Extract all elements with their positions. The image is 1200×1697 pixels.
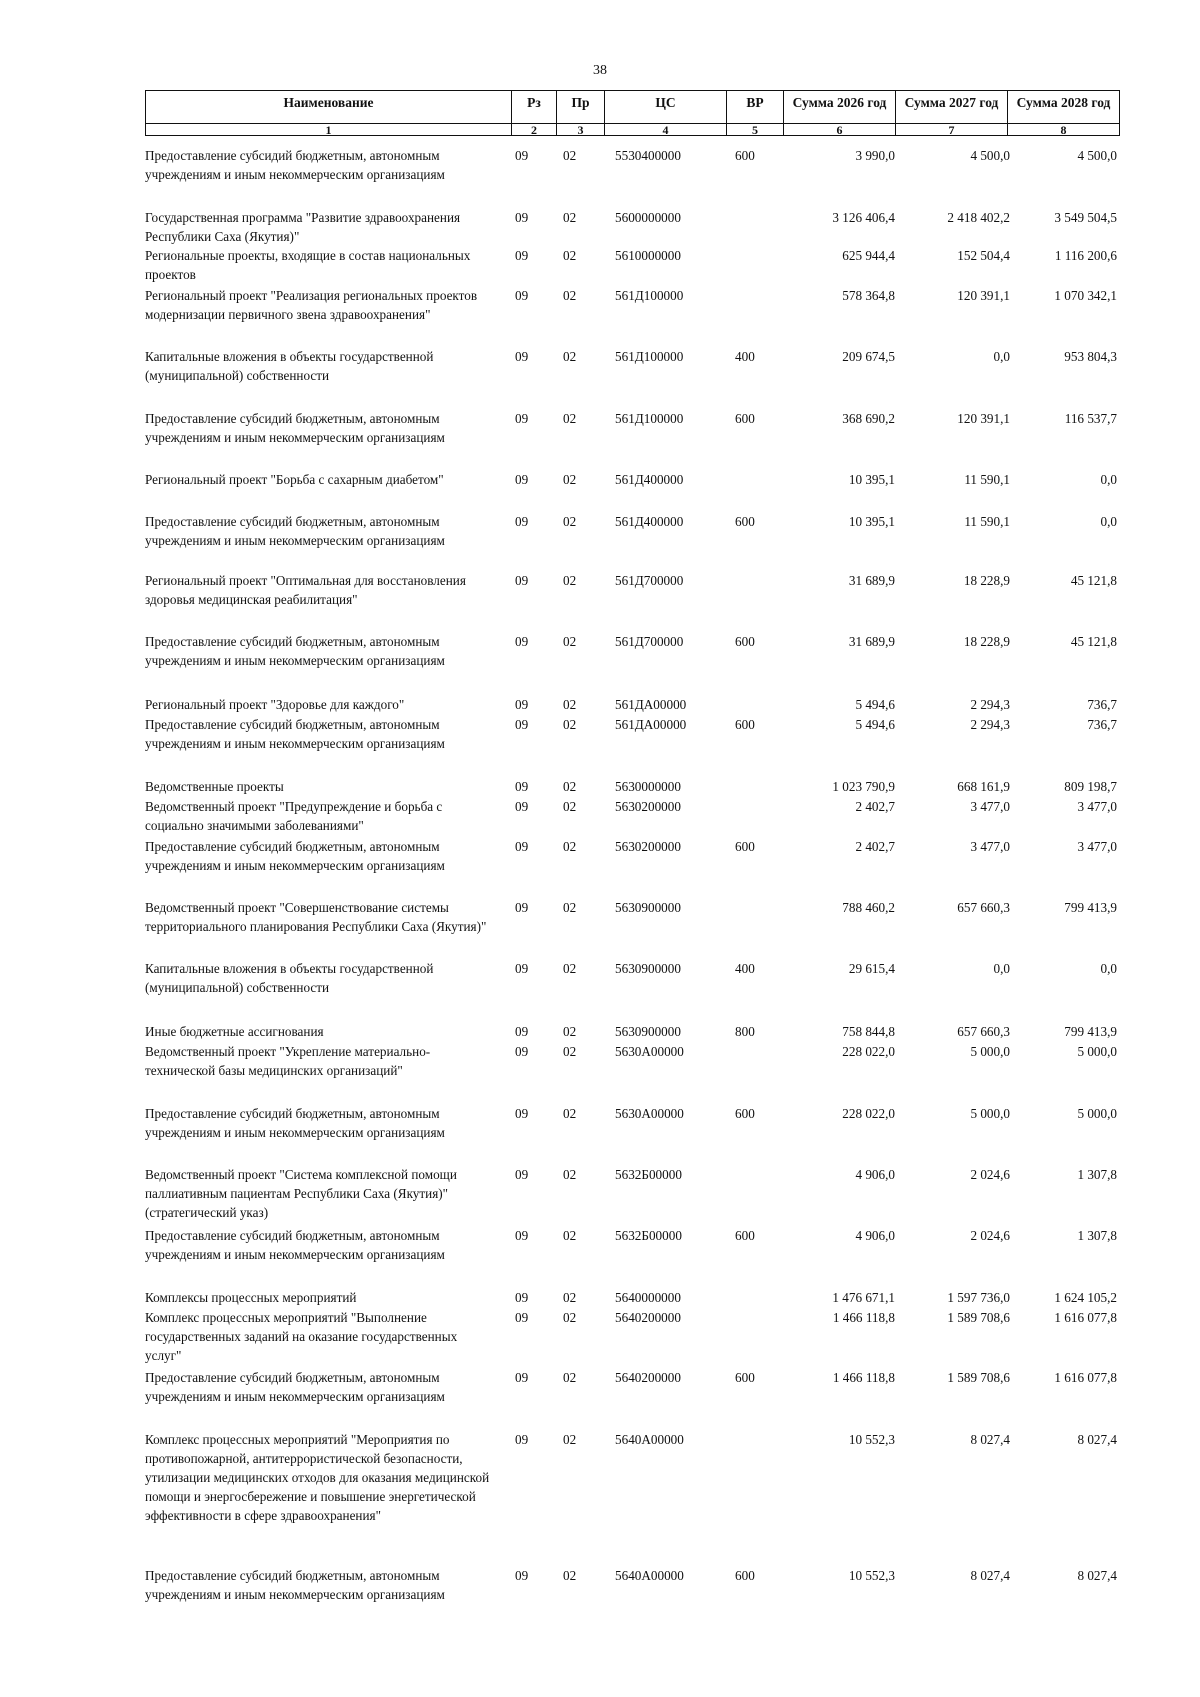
row-cs: 5630А00000	[615, 1106, 684, 1121]
row-rz: 09	[515, 799, 529, 814]
row-sum-2028: 0,0	[1100, 961, 1117, 976]
row-sum-2027: 2 294,3	[970, 717, 1010, 732]
row-sum-2026: 10 395,1	[848, 514, 895, 529]
row-name: Ведомственный проект "Система комплексной помощи паллиативным пациентам Республики Саха (Якутия)" (стратегический указ)	[145, 1167, 457, 1220]
row-pr: 02	[563, 288, 577, 303]
row-cs: 5630200000	[615, 839, 681, 854]
row-sum-2028: 4 500,0	[1077, 148, 1117, 163]
row-sum-2026: 209 674,5	[842, 349, 895, 364]
row-sum-2028: 809 198,7	[1064, 779, 1117, 794]
row-name: Комплекс процессных мероприятий "Выполнение государственных заданий на оказание государственных услуг"	[145, 1310, 458, 1363]
row-rz: 09	[515, 900, 529, 915]
row-rz: 09	[515, 1106, 529, 1121]
row-pr: 02	[563, 1290, 577, 1305]
row-pr: 02	[563, 472, 577, 487]
row-sum-2026: 368 690,2	[842, 411, 895, 426]
row-cs: 5640200000	[615, 1310, 681, 1325]
row-name: Ведомственные проекты	[145, 779, 284, 794]
row-sum-2027: 2 024,6	[970, 1167, 1010, 1182]
row-name: Предоставление субсидий бюджетным, автономным учреждениям и иным некоммерческим организациям	[145, 411, 445, 445]
row-sum-2027: 8 027,4	[970, 1568, 1010, 1583]
row-sum-2026: 2 402,7	[855, 799, 895, 814]
row-pr: 02	[563, 634, 577, 649]
row-vr: 600	[735, 148, 755, 163]
row-cs: 5630000000	[615, 779, 681, 794]
row-name: Комплексы процессных мероприятий	[145, 1290, 357, 1305]
row-cs: 5632Б00000	[615, 1228, 682, 1243]
row-sum-2028: 8 027,4	[1077, 1568, 1117, 1583]
row-sum-2026: 4 906,0	[855, 1167, 895, 1182]
row-sum-2027: 11 590,1	[964, 514, 1010, 529]
row-rz: 09	[515, 472, 529, 487]
row-sum-2027: 1 589 708,6	[947, 1310, 1010, 1325]
row-sum-2028: 1 307,8	[1077, 1228, 1117, 1243]
row-sum-2028: 736,7	[1087, 697, 1117, 712]
row-pr: 02	[563, 717, 577, 732]
row-sum-2026: 578 364,8	[842, 288, 895, 303]
row-pr: 02	[563, 1106, 577, 1121]
header-col-s2028: Сумма 2028 год 8	[1007, 91, 1119, 135]
row-sum-2027: 5 000,0	[970, 1106, 1010, 1121]
row-sum-2028: 1 616 077,8	[1054, 1310, 1117, 1325]
row-sum-2027: 120 391,1	[957, 411, 1010, 426]
row-sum-2027: 0,0	[993, 961, 1010, 976]
row-name: Предоставление субсидий бюджетным, автономным учреждениям и иным некоммерческим организациям	[145, 1228, 445, 1262]
row-pr: 02	[563, 248, 577, 263]
row-pr: 02	[563, 839, 577, 854]
row-cs: 561Д100000	[615, 349, 684, 364]
row-sum-2027: 657 660,3	[957, 1024, 1010, 1039]
row-name: Предоставление субсидий бюджетным, автономным учреждениям и иным некоммерческим организациям	[145, 514, 445, 548]
row-rz: 09	[515, 573, 529, 588]
row-cs: 5640А00000	[615, 1568, 684, 1583]
row-sum-2028: 736,7	[1087, 717, 1117, 732]
row-rz: 09	[515, 288, 529, 303]
row-sum-2028: 8 027,4	[1077, 1432, 1117, 1447]
row-name: Предоставление субсидий бюджетным, автономным учреждениям и иным некоммерческим организациям	[145, 148, 445, 182]
row-rz: 09	[515, 779, 529, 794]
row-sum-2026: 758 844,8	[842, 1024, 895, 1039]
table-header	[145, 90, 1120, 136]
row-sum-2028: 116 537,7	[1064, 411, 1117, 426]
row-sum-2026: 5 494,6	[855, 717, 895, 732]
row-sum-2028: 1 616 077,8	[1054, 1370, 1117, 1385]
row-cs: 5530400000	[615, 148, 681, 163]
row-sum-2027: 2 294,3	[970, 697, 1010, 712]
page-number: 38	[593, 63, 607, 78]
row-vr: 600	[735, 1228, 755, 1243]
row-vr: 600	[735, 1106, 755, 1121]
row-pr: 02	[563, 1044, 577, 1059]
row-sum-2027: 3 477,0	[970, 799, 1010, 814]
row-vr: 400	[735, 349, 755, 364]
row-cs: 561Д400000	[615, 472, 684, 487]
row-pr: 02	[563, 697, 577, 712]
header-col-name: Наименование 1	[283, 95, 374, 137]
row-rz: 09	[515, 1290, 529, 1305]
row-sum-2026: 10 395,1	[848, 472, 895, 487]
row-sum-2027: 1 589 708,6	[947, 1370, 1010, 1385]
row-rz: 09	[515, 349, 529, 364]
header-col-rz: Рз 2	[511, 91, 556, 135]
row-rz: 09	[515, 717, 529, 732]
row-rz: 09	[515, 148, 529, 163]
row-vr: 600	[735, 717, 755, 732]
row-sum-2027: 18 228,9	[963, 634, 1010, 649]
row-name: Предоставление субсидий бюджетным, автономным учреждениям и иным некоммерческим организациям	[145, 1370, 445, 1404]
row-pr: 02	[563, 961, 577, 976]
row-name: Предоставление субсидий бюджетным, автономным учреждениям и иным некоммерческим организациям	[145, 1568, 445, 1602]
row-rz: 09	[515, 697, 529, 712]
row-pr: 02	[563, 1568, 577, 1583]
row-rz: 09	[515, 839, 529, 854]
row-rz: 09	[515, 1568, 529, 1583]
row-sum-2026: 31 689,9	[848, 634, 895, 649]
row-name: Капитальные вложения в объекты государственной (муниципальной) собственности	[145, 349, 434, 383]
row-cs: 561Д400000	[615, 514, 684, 529]
row-cs: 5630900000	[615, 1024, 681, 1039]
row-sum-2026: 228 022,0	[842, 1106, 895, 1121]
row-sum-2027: 0,0	[993, 349, 1010, 364]
row-rz: 09	[515, 411, 529, 426]
row-sum-2028: 1 624 105,2	[1054, 1290, 1117, 1305]
row-cs: 561ДА00000	[615, 717, 687, 732]
row-sum-2027: 668 161,9	[957, 779, 1010, 794]
row-pr: 02	[563, 210, 577, 225]
row-sum-2028: 3 477,0	[1077, 799, 1117, 814]
row-vr: 600	[735, 514, 755, 529]
row-pr: 02	[563, 349, 577, 364]
row-sum-2028: 5 000,0	[1077, 1044, 1117, 1059]
row-cs: 561Д700000	[615, 634, 684, 649]
row-pr: 02	[563, 900, 577, 915]
row-sum-2026: 788 460,2	[842, 900, 895, 915]
row-sum-2027: 8 027,4	[970, 1432, 1010, 1447]
row-sum-2028: 1 307,8	[1077, 1167, 1117, 1182]
row-pr: 02	[563, 148, 577, 163]
row-cs: 561Д100000	[615, 411, 684, 426]
row-sum-2028: 3 477,0	[1077, 839, 1117, 854]
row-rz: 09	[515, 514, 529, 529]
row-cs: 5610000000	[615, 248, 681, 263]
row-rz: 09	[515, 961, 529, 976]
row-sum-2027: 18 228,9	[963, 573, 1010, 588]
row-cs: 5640200000	[615, 1370, 681, 1385]
row-name: Региональный проект "Оптимальная для восстановления здоровья медицинская реабилитация"	[145, 573, 466, 607]
row-sum-2028: 1 070 342,1	[1054, 288, 1117, 303]
row-pr: 02	[563, 1432, 577, 1447]
row-sum-2027: 11 590,1	[964, 472, 1010, 487]
row-sum-2026: 1 466 118,8	[832, 1310, 895, 1325]
row-sum-2027: 1 597 736,0	[947, 1290, 1010, 1305]
row-name: Иные бюджетные ассигнования	[145, 1024, 324, 1039]
row-pr: 02	[563, 1370, 577, 1385]
row-name: Капитальные вложения в объекты государственной (муниципальной) собственности	[145, 961, 434, 995]
row-name: Региональный проект "Борьба с сахарным диабетом"	[145, 472, 444, 487]
row-name: Региональные проекты, входящие в состав национальных проектов	[145, 248, 471, 282]
row-rz: 09	[515, 1044, 529, 1059]
row-cs: 5632Б00000	[615, 1167, 682, 1182]
header-col-s2026: Сумма 2026 год 6	[783, 91, 895, 135]
row-pr: 02	[563, 573, 577, 588]
row-cs: 5640000000	[615, 1290, 681, 1305]
row-pr: 02	[563, 799, 577, 814]
row-sum-2028: 5 000,0	[1077, 1106, 1117, 1121]
row-sum-2026: 1 476 671,1	[832, 1290, 895, 1305]
row-cs: 5640А00000	[615, 1432, 684, 1447]
row-sum-2027: 3 477,0	[970, 839, 1010, 854]
row-name: Предоставление субсидий бюджетным, автономным учреждениям и иным некоммерческим организациям	[145, 634, 445, 668]
row-cs: 561Д100000	[615, 288, 684, 303]
row-rz: 09	[515, 1310, 529, 1325]
row-vr: 800	[735, 1024, 755, 1039]
row-sum-2027: 4 500,0	[970, 148, 1010, 163]
row-cs: 561ДА00000	[615, 697, 687, 712]
row-sum-2027: 152 504,4	[957, 248, 1010, 263]
row-sum-2027: 2 418 402,2	[947, 210, 1010, 225]
row-cs: 5600000000	[615, 210, 681, 225]
row-sum-2027: 2 024,6	[970, 1228, 1010, 1243]
row-name: Ведомственный проект "Предупреждение и борьба с социально значимыми заболеваниями"	[145, 799, 443, 833]
row-name: Региональный проект "Реализация региональных проектов модернизации первичного звена здравоохранения"	[145, 288, 478, 322]
row-pr: 02	[563, 1228, 577, 1243]
header-col-cs: ЦС 4	[604, 91, 726, 135]
row-rz: 09	[515, 1228, 529, 1243]
row-vr: 600	[735, 1568, 755, 1583]
row-sum-2027: 5 000,0	[970, 1044, 1010, 1059]
row-sum-2028: 0,0	[1100, 472, 1117, 487]
row-name: Предоставление субсидий бюджетным, автономным учреждениям и иным некоммерческим организациям	[145, 1106, 445, 1140]
header-divider	[146, 123, 1119, 124]
row-rz: 09	[515, 210, 529, 225]
row-sum-2028: 953 804,3	[1064, 349, 1117, 364]
row-cs: 561Д700000	[615, 573, 684, 588]
row-pr: 02	[563, 1167, 577, 1182]
row-name: Ведомственный проект "Укрепление материально-технической базы медицинских организаций"	[145, 1044, 431, 1078]
row-rz: 09	[515, 1370, 529, 1385]
row-pr: 02	[563, 514, 577, 529]
row-sum-2026: 10 552,3	[848, 1432, 895, 1447]
row-sum-2026: 5 494,6	[855, 697, 895, 712]
row-name: Предоставление субсидий бюджетным, автономным учреждениям и иным некоммерческим организациям	[145, 839, 445, 873]
row-sum-2028: 45 121,8	[1070, 573, 1117, 588]
row-sum-2026: 228 022,0	[842, 1044, 895, 1059]
row-rz: 09	[515, 1432, 529, 1447]
row-cs: 5630900000	[615, 961, 681, 976]
row-rz: 09	[515, 1167, 529, 1182]
row-sum-2026: 4 906,0	[855, 1228, 895, 1243]
row-cs: 5630А00000	[615, 1044, 684, 1059]
row-sum-2027: 657 660,3	[957, 900, 1010, 915]
row-name: Ведомственный проект "Совершенствование системы территориального планирования Республики Саха (Якутия)"	[145, 900, 487, 934]
row-sum-2028: 1 116 200,6	[1054, 248, 1117, 263]
row-sum-2028: 799 413,9	[1064, 900, 1117, 915]
row-pr: 02	[563, 1310, 577, 1325]
row-cs: 5630200000	[615, 799, 681, 814]
row-sum-2026: 10 552,3	[848, 1568, 895, 1583]
row-sum-2027: 120 391,1	[957, 288, 1010, 303]
row-sum-2026: 3 990,0	[855, 148, 895, 163]
header-col-s2027: Сумма 2027 год 7	[895, 91, 1007, 135]
row-sum-2026: 29 615,4	[848, 961, 895, 976]
row-name: Государственная программа "Развитие здравоохранения Республики Саха (Якутия)"	[145, 210, 461, 244]
row-name: Предоставление субсидий бюджетным, автономным учреждениям и иным некоммерческим организациям	[145, 717, 445, 751]
row-cs: 5630900000	[615, 900, 681, 915]
row-sum-2026: 1 466 118,8	[832, 1370, 895, 1385]
row-sum-2028: 3 549 504,5	[1054, 210, 1117, 225]
row-pr: 02	[563, 1024, 577, 1039]
row-rz: 09	[515, 248, 529, 263]
row-sum-2026: 1 023 790,9	[832, 779, 895, 794]
row-sum-2026: 2 402,7	[855, 839, 895, 854]
row-sum-2026: 625 944,4	[842, 248, 895, 263]
row-vr: 600	[735, 1370, 755, 1385]
row-vr: 600	[735, 839, 755, 854]
row-name: Комплекс процессных мероприятий "Мероприятия по противопожарной, антитеррористической безопасности, утилизации медицинских отходов для оказания медицинской помощи и энергосбережение и повышение энергетической эффективности в сфере здравоохранения"	[145, 1432, 490, 1523]
row-sum-2028: 45 121,8	[1070, 634, 1117, 649]
row-vr: 600	[735, 411, 755, 426]
row-vr: 600	[735, 634, 755, 649]
row-rz: 09	[515, 1024, 529, 1039]
row-rz: 09	[515, 634, 529, 649]
row-sum-2026: 3 126 406,4	[832, 210, 895, 225]
header-col-vr: ВР 5	[726, 91, 783, 135]
row-vr: 400	[735, 961, 755, 976]
header-col-pr: Пр 3	[556, 91, 604, 135]
row-sum-2028: 799 413,9	[1064, 1024, 1117, 1039]
row-name: Региональный проект "Здоровье для каждого"	[145, 697, 405, 712]
row-pr: 02	[563, 411, 577, 426]
row-pr: 02	[563, 779, 577, 794]
row-sum-2028: 0,0	[1100, 514, 1117, 529]
row-sum-2026: 31 689,9	[848, 573, 895, 588]
